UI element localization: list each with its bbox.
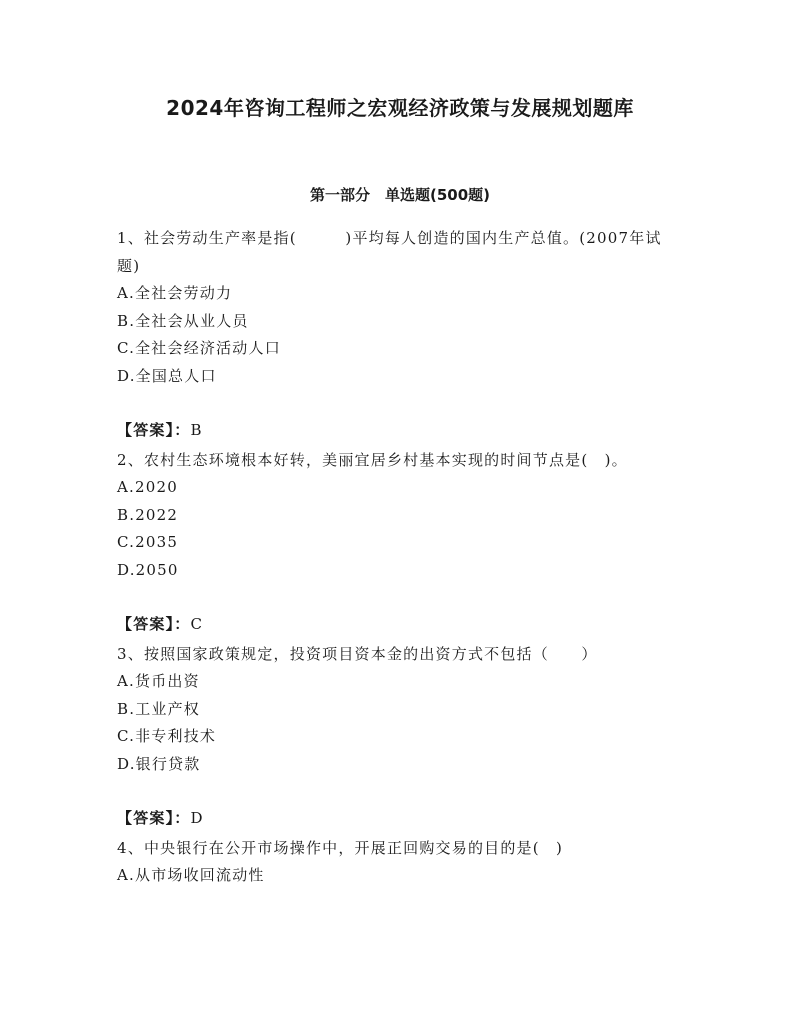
answer-label: 【答案】： <box>117 615 191 633</box>
option-c: C.非专利技术 <box>117 727 217 745</box>
answer-label: 【答案】： <box>117 421 191 439</box>
answer-value: B <box>190 421 203 439</box>
option-a: A.全社会劳动力 <box>117 284 233 302</box>
option-b: B.全社会从业人员 <box>117 311 249 330</box>
question-1 <box>117 225 677 390</box>
answer-value: C <box>190 615 204 633</box>
page-title: 2024年咨询工程师之宏观经济政策与发展规划题库 <box>166 96 634 120</box>
option-d: D.银行贷款 <box>117 754 201 773</box>
option-b: B.工业产权 <box>117 699 200 718</box>
option-c: C.2035 <box>117 533 179 551</box>
question-stem: 3、按照国家政策规定，投资项目资本金的出资方式不包括（ ） <box>117 644 598 663</box>
answer-line <box>117 805 677 833</box>
option-b: B.2022 <box>117 505 179 524</box>
question-stem: 4、中央银行在公开市场操作中，开展正回购交易的目的是( ) <box>117 838 564 857</box>
option-a: A.从市场收回流动性 <box>117 866 265 884</box>
answer-value: D <box>190 809 204 827</box>
option-d: D.2050 <box>117 560 179 579</box>
section-title: 第一部分 单选题(500题) <box>309 186 491 204</box>
question-list <box>117 225 677 890</box>
answer-line <box>117 417 677 445</box>
question-3 <box>117 641 677 779</box>
question-2 <box>117 447 677 585</box>
option-a: A.2020 <box>117 478 178 496</box>
answer-label: 【答案】： <box>117 809 191 827</box>
question-stem: 2、农村生态环境根本好转，美丽宜居乡村基本实现的时间节点是( )。 <box>117 450 628 469</box>
option-c: C.全社会经济活动人口 <box>117 339 281 357</box>
question-4 <box>117 835 677 890</box>
option-a: A.货币出资 <box>117 672 200 690</box>
question-stem: 1、社会劳动生产率是指( )平均每人创造的国内生产总值。(2007年试题) <box>117 229 662 275</box>
option-d: D.全国总人口 <box>117 366 217 385</box>
answer-line <box>117 611 677 639</box>
